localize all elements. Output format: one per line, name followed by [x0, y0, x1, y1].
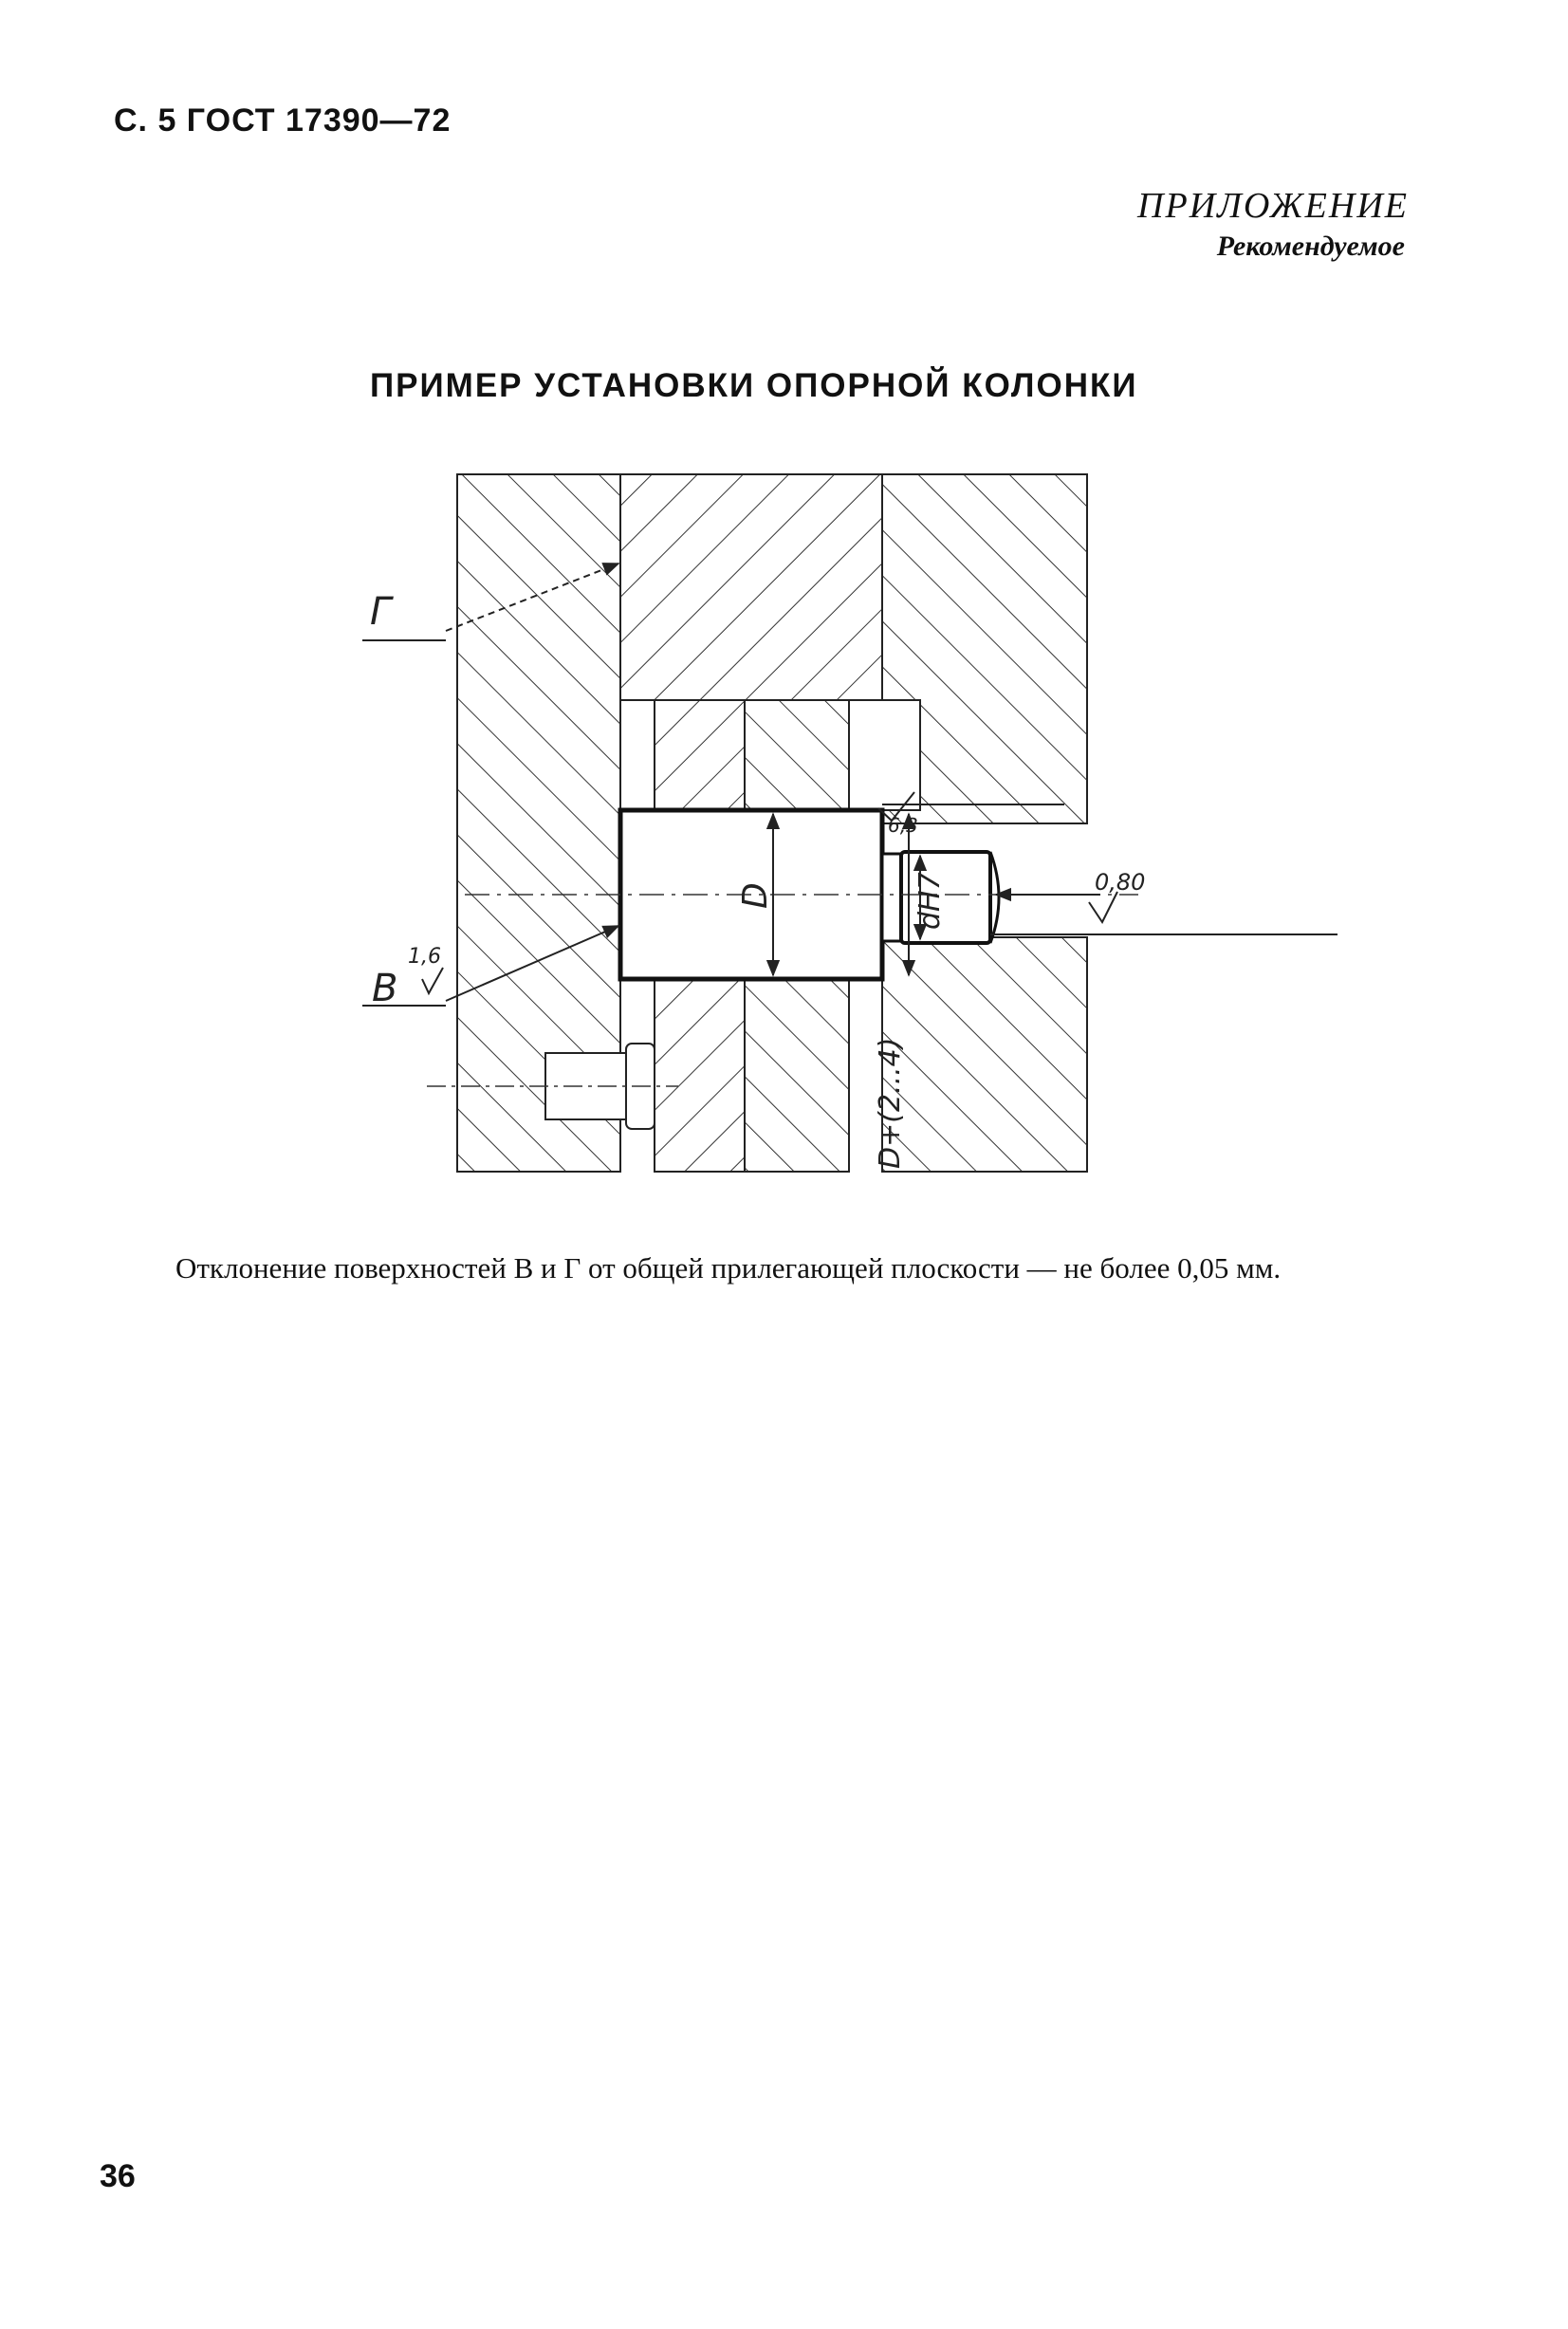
top-block [620, 474, 882, 700]
label-roughness-top: 6,3 [888, 814, 918, 837]
label-dim-dh7: dH7 [913, 872, 947, 930]
figure-title: ПРИМЕР УСТАНОВКИ ОПОРНОЙ КОЛОНКИ [370, 367, 1138, 404]
label-dim-d: D [736, 882, 775, 909]
label-surface-g: Г [370, 590, 392, 634]
appendix-subtitle: Рекомендуемое [1216, 231, 1405, 262]
label-surface-v: В [372, 967, 398, 1010]
technical-drawing [351, 455, 1337, 1205]
upper-inserts [655, 700, 920, 810]
label-roughness-v: 1,6 [408, 945, 441, 969]
lower-inserts [655, 979, 849, 1172]
label-roughness-right: 0,80 [1095, 869, 1146, 896]
appendix-title: ПРИЛОЖЕНИЕ [1137, 186, 1409, 226]
body-paragraph: Отклонение поверхностей В и Г от общей прилегающей плоскости — не более 0,05 мм. [175, 1251, 1282, 1285]
label-dim-gap: D+(2...4) [874, 1037, 907, 1169]
page-number: 36 [100, 2158, 136, 2194]
page-header: С. 5 ГОСТ 17390—72 [114, 102, 452, 139]
